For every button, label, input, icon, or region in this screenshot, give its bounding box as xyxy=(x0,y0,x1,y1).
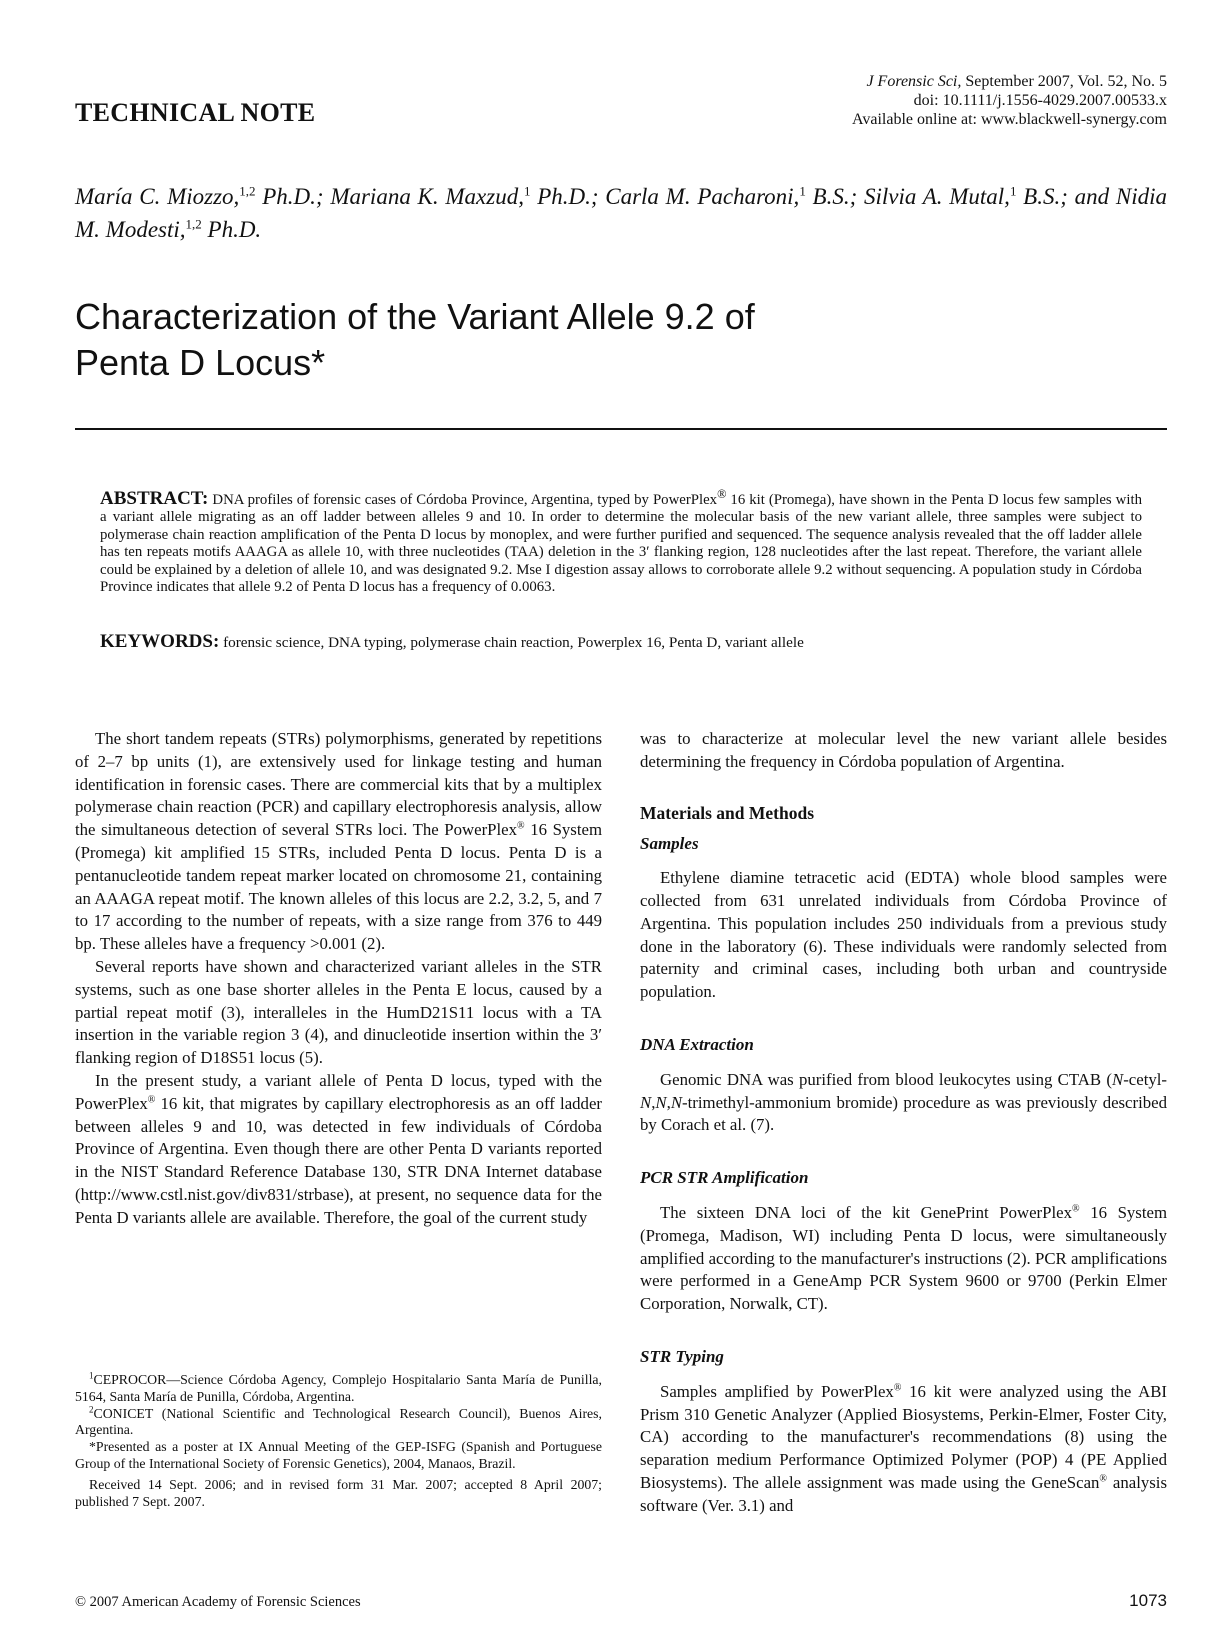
paper-title-line: Penta D Locus* xyxy=(75,342,326,383)
body-text: The sixteen DNA loci of the kit GenePrint PowerPlex xyxy=(660,1202,1072,1222)
body-text: Samples amplified by PowerPlex xyxy=(660,1381,894,1401)
footnote-marker: 2 xyxy=(89,1404,94,1414)
body-paragraph xyxy=(640,1202,1167,1316)
author-affiliation: 1 xyxy=(1009,183,1017,199)
body-text-italic: N xyxy=(1112,1069,1124,1089)
body-text: , xyxy=(666,1092,671,1112)
footnote-text: CONICET (National Scientific and Technological Research Council), Buenos Aires, Argentina. xyxy=(75,1405,602,1438)
paper-title xyxy=(75,294,755,386)
body-text: 16 System (Promega, Madison, WI) including Penta D locus, were simultaneously amplified according to the manufacturer's instructions (2). PCR amplifications were performed in a GeneAmp PCR System 9600 or 9700 (Perkin Elmer Corporation, Norwalk, CT). xyxy=(640,1202,1167,1314)
registered-mark: ® xyxy=(1071,1203,1080,1215)
registered-mark: ® xyxy=(893,1382,902,1394)
body-text: , xyxy=(651,1092,656,1112)
footnotes xyxy=(75,1372,602,1510)
body-text: -cetyl- xyxy=(1123,1069,1167,1089)
footnote: *Presented as a poster at IX Annual Meeting of the GEP-ISFG (Spanish and Portuguese Group of the International Society of Forensic Genetics), 2004, Manaos, Brazil. xyxy=(75,1439,602,1471)
paper-title-line: Characterization of the Variant Allele 9.2 of xyxy=(75,296,755,337)
subsection-heading: Samples xyxy=(640,834,699,854)
author-degree: Ph.D. xyxy=(201,217,262,242)
section-label: TECHNICAL NOTE xyxy=(75,98,316,127)
abstract-label: ABSTRACT: xyxy=(100,487,209,509)
abstract-text: 16 kit (Promega), have shown in the Penta D locus few samples with a variant allele migrating as an off ladder between alleles 9 and 10. In order to determine the molecular basis of the new variant allele, three samples were subject to polymerase chain reaction amplification of the Penta D locus by monoplex, and were further purified and sequenced. The sequence analysis revealed that the off ladder allele has ten repeats motifs AAAGA as allele 10, with three nucleotides (TAA) deletion in the 3′ flanking region, 128 nucleotides after the last repeat. Therefore, the variant allele could be explained by a deletion of allele 10, and was designated 9.2. Mse I digestion assay allows to corroborate allele 9.2 without sequencing. A population study in Córdoba Province indicates that allele 9.2 of Penta D locus has a frequency of 0.0063. xyxy=(100,491,1142,595)
subsection-heading: DNA Extraction xyxy=(640,1034,754,1054)
registered-mark: ® xyxy=(717,487,727,501)
registered-mark: ® xyxy=(517,820,525,832)
page-number: 1073 xyxy=(1129,1591,1167,1610)
author-list xyxy=(75,180,1167,246)
body-text: In the present study, a variant allele of Penta D locus, typed with the PowerPlex xyxy=(75,1070,602,1113)
body-text-italic: N xyxy=(655,1092,667,1112)
body-paragraph xyxy=(640,1381,1167,1518)
author-degree: B.S.; xyxy=(805,184,864,209)
footnote xyxy=(75,1406,602,1440)
received-dates: Received 14 Sept. 2006; and in revised form 31 Mar. 2007; accepted 8 April 2007; published 7 Sept. 2007. xyxy=(75,1476,602,1509)
body-paragraph xyxy=(75,1070,602,1230)
body-text: analysis software (Ver. 3.1) and xyxy=(640,1472,1167,1515)
body-text: 16 System (Promega) kit amplified 15 STRs, included Penta D locus. Penta D is a pentanucleotide tandem repeat marker located on chromosome 21, containing an AAAGA repeat motif. The known alleles of this locus are 2.2, 3.2, 5, and 7 to 17 according to the number of repeats, with a size range from 376 to 449 bp. These alleles have a frequency >0.001 (2). xyxy=(75,820,602,954)
body-text: -trimethyl-ammonium bromide) procedure as was previously described by Corach et al. (7). xyxy=(640,1092,1167,1135)
author-affiliation: 1,2 xyxy=(239,183,256,199)
body-paragraph: Ethylene diamine tetracetic acid (EDTA) whole blood samples were collected from 631 unrelated individuals from Córdoba Province of Argentina. This population includes 250 individuals from a previous study done in the laboratory (6). These individuals were randomly selected from paternity and criminal cases, including both urban and countryside population. xyxy=(640,868,1167,1002)
journal-info xyxy=(852,72,1167,129)
subsection-heading: STR Typing xyxy=(640,1346,724,1366)
right-column xyxy=(640,728,1167,1518)
online-availability: Available online at: www.blackwell-synergy.com xyxy=(851,111,1167,128)
author-name: Nidia M. Modesti, xyxy=(75,184,1167,242)
title-divider xyxy=(75,428,1167,430)
body-text: 16 kit were analyzed using the ABI Prism 310 Genetic Analyzer (Applied Biosystems, Perkin-Elmer, Foster City, CA) according to the manufacturer's recommendations (8) using the separation medium Performance Optimized Polymer (POP) 4 (PE Applied Biosystems). The allele assignment was made using the GeneScan xyxy=(640,1381,1167,1492)
author-name: Carla M. Pacharoni, xyxy=(605,184,800,209)
doi: doi: 10.1111/j.1556-4029.2007.00533.x xyxy=(913,92,1167,109)
author-name: Mariana K. Maxzud, xyxy=(330,184,524,209)
author-affiliation: 1 xyxy=(799,183,806,199)
journal-issue: September 2007, Vol. 52, No. 5 xyxy=(961,73,1167,90)
body-text-italic: N xyxy=(640,1092,652,1112)
copyright-notice: © 2007 American Academy of Forensic Sciences xyxy=(75,1594,361,1610)
body-text: The short tandem repeats (STRs) polymorphisms, generated by repetitions of 2–7 bp units (1), are extensively used for linkage testing and human identification in forensic cases. There are commercial kits that by a multiplex polymerase chain reaction (PCR) and capillary electrophoresis analysis, allow the simultaneous detection of several STRs loci. The PowerPlex xyxy=(75,729,602,840)
journal-citation xyxy=(852,72,1167,91)
author-degree: Ph.D.; xyxy=(530,184,606,209)
body-paragraph: was to characterize at molecular level the new variant allele besides determining the frequency in Córdoba population of Argentina. xyxy=(640,729,1167,771)
body-text: Genomic DNA was purified from blood leukocytes using CTAB ( xyxy=(660,1069,1112,1089)
body-paragraph: Several reports have shown and characterized variant alleles in the STR systems, such as one base shorter alleles in the Penta E locus, caused by a partial repeat motif (3), interalleles in the HumD21S11 locus with a TA insertion in the variable region 3 (4), and dinucleotide insertion within the 3′ flanking region of D18S51 locus (5). xyxy=(75,956,602,1068)
abstract xyxy=(100,486,1142,596)
author-name: Silvia A. Mutal, xyxy=(864,184,1010,209)
body-paragraph xyxy=(640,1069,1167,1137)
footnote-marker: 1 xyxy=(89,1370,94,1381)
author-degree: B.S.; and xyxy=(1016,184,1116,209)
registered-mark: ® xyxy=(1099,1473,1108,1485)
subsection-heading: PCR STR Amplification xyxy=(640,1168,809,1188)
footnote xyxy=(75,1372,602,1406)
registered-mark: ® xyxy=(147,1094,156,1106)
author-affiliation: 1,2 xyxy=(185,216,202,232)
body-paragraph xyxy=(75,728,602,956)
keywords-label: KEYWORDS: xyxy=(100,631,220,652)
author-name: María C. Miozzo, xyxy=(75,184,240,209)
body-text-italic: N xyxy=(670,1092,683,1112)
keywords xyxy=(100,632,1142,653)
author-affiliation: 1 xyxy=(523,183,531,199)
body-text: 16 kit, that migrates by capillary electrophoresis as an off ladder between alleles 9 and 10, was detected in few individuals of Córdoba Province of Argentina. Even though there are other Penta D variants reported in the NIST Standard Reference Database 130, STR DNA Internet database (http://www.cstl.nist.gov/div831/strbase), at present, no sequence data for the Penta D variants allele are available. Therefore, the goal of the current study xyxy=(75,1093,602,1227)
footnote-text: CEPROCOR—Science Córdoba Agency, Complejo Hospitalario Santa María de Punilla, 5164, Santa María de Punilla, Córdoba, Argentina. xyxy=(75,1372,602,1404)
journal-name: J Forensic Sci, xyxy=(866,73,962,90)
abstract-text: DNA profiles of forensic cases of Córdoba Province, Argentina, typed by PowerPlex xyxy=(208,491,718,508)
left-column xyxy=(75,728,602,1230)
section-heading: Materials and Methods xyxy=(640,802,815,823)
keywords-text: forensic science, DNA typing, polymerase chain reaction, Powerplex 16, Penta D, variant allele xyxy=(219,634,804,651)
author-degree: Ph.D.; xyxy=(255,184,331,209)
